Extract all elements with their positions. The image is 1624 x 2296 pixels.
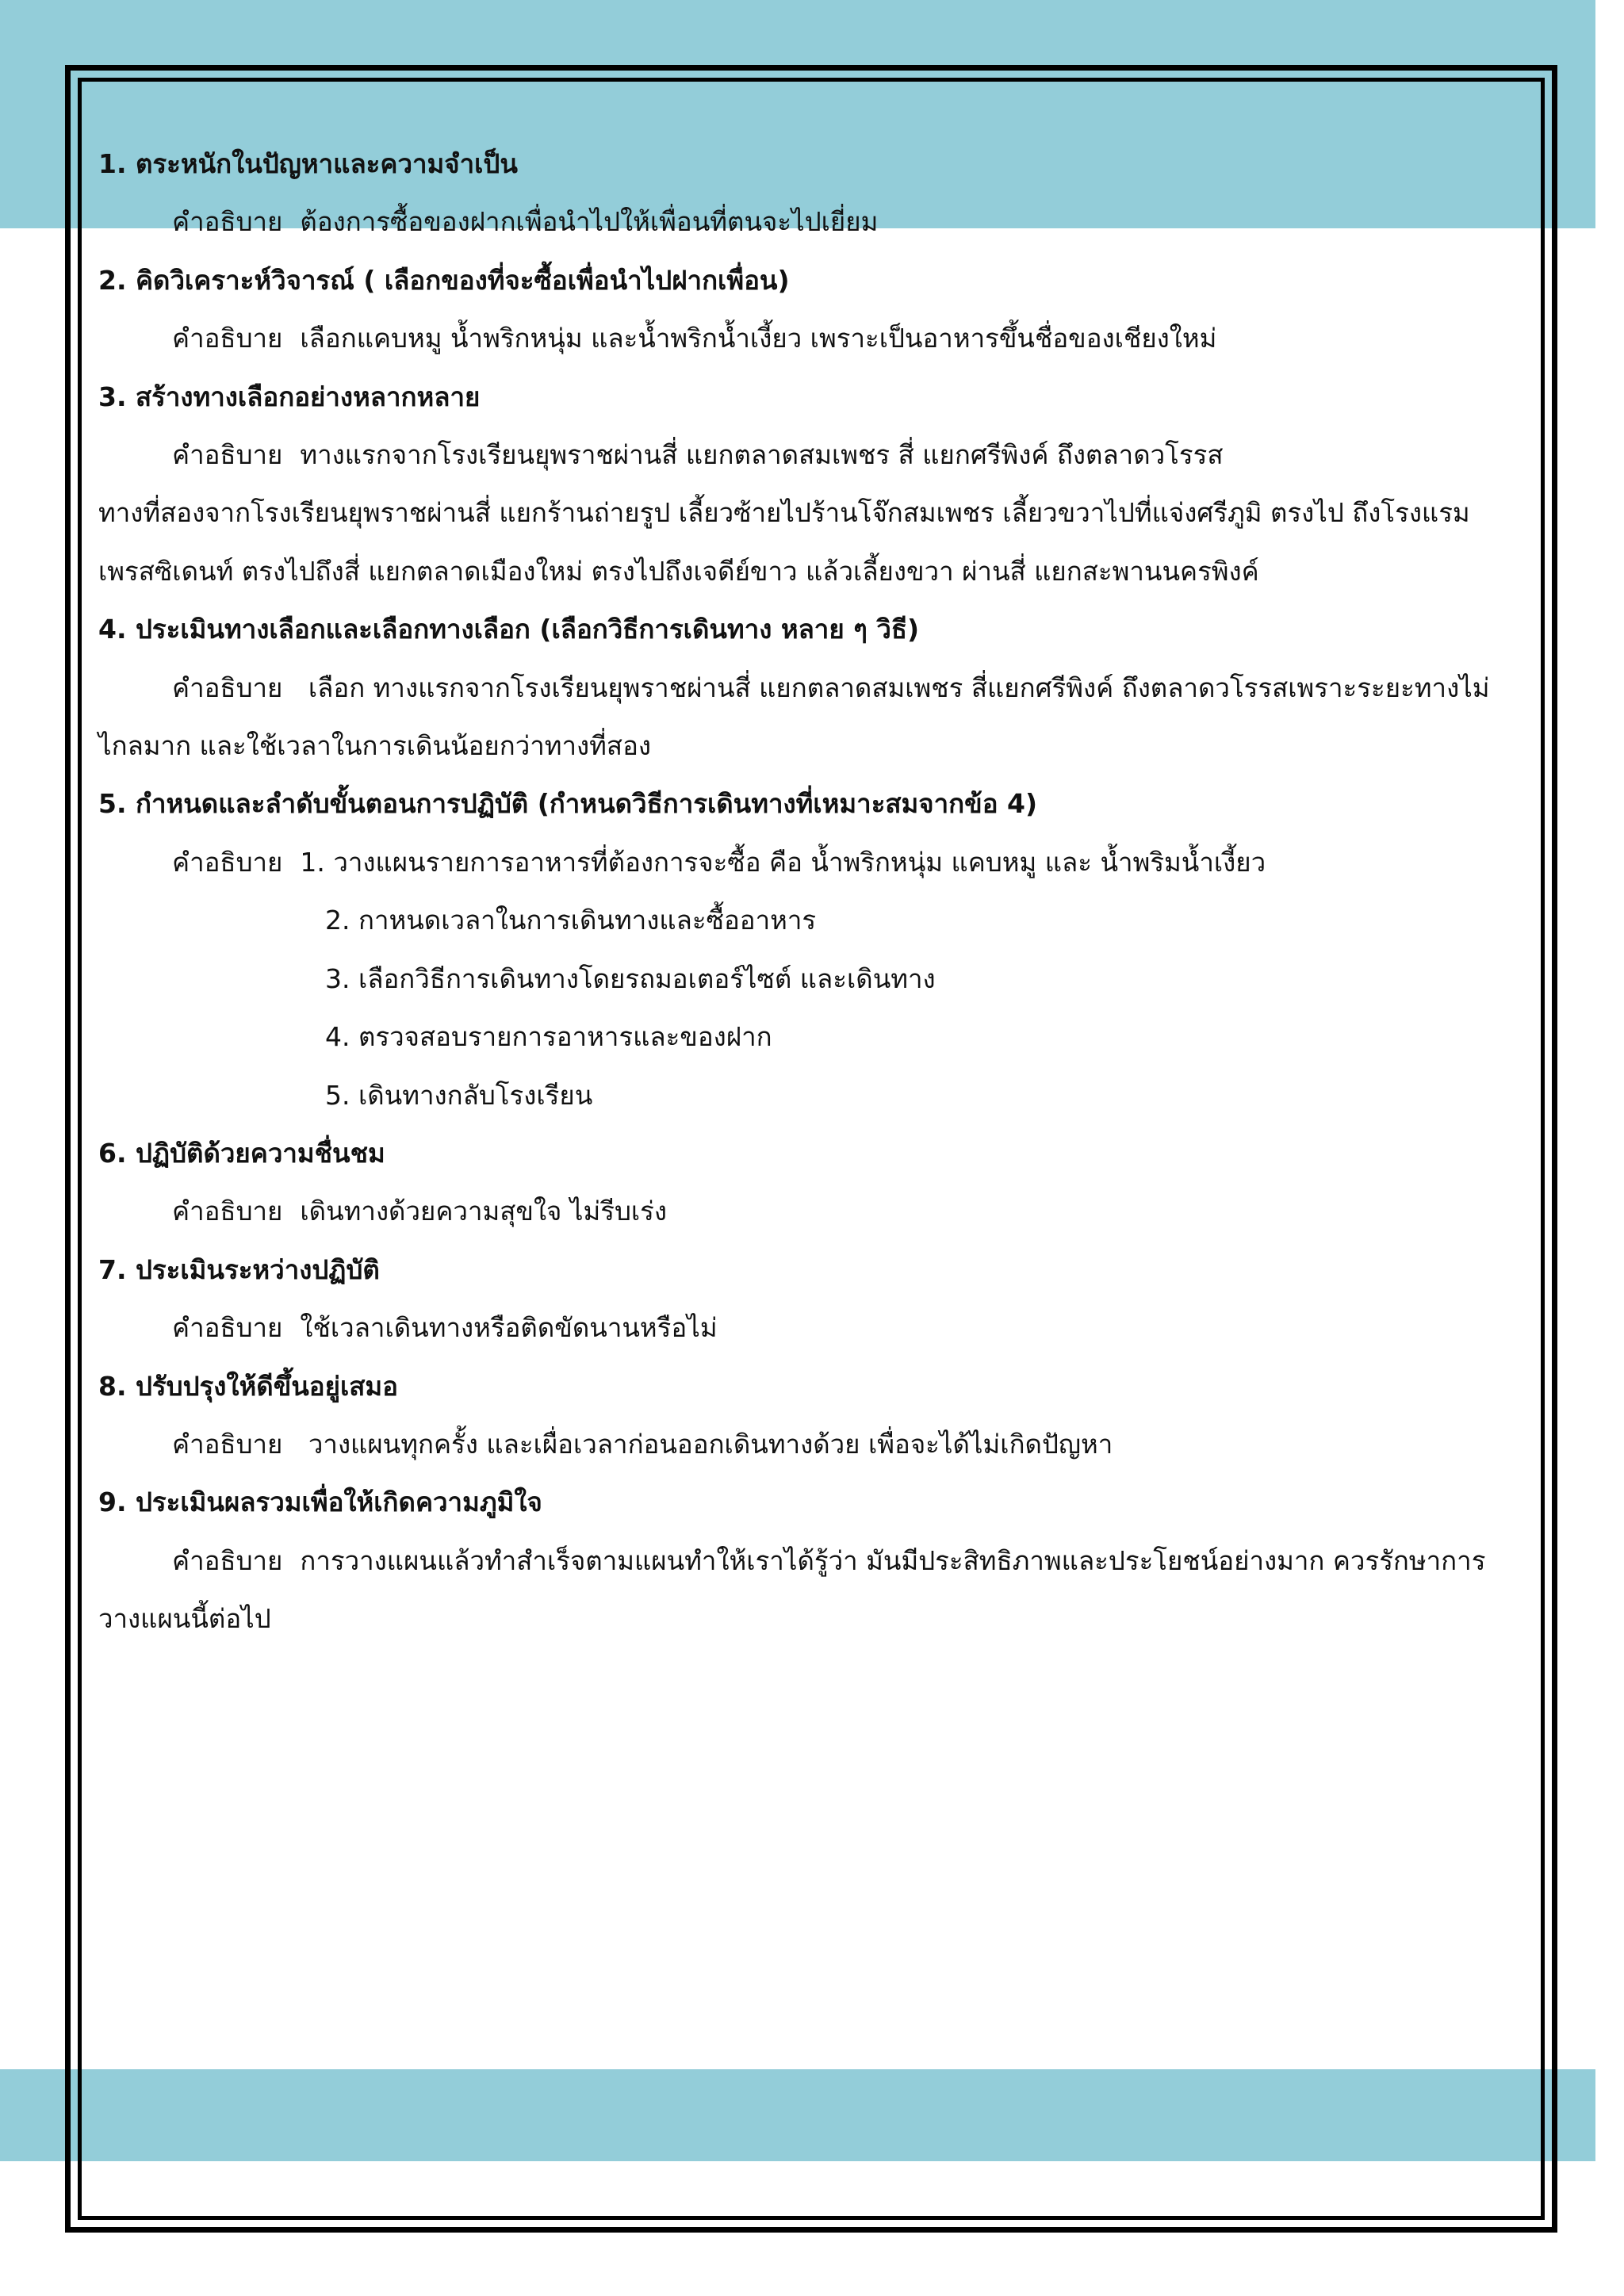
description-text: เลือก ทางแรกจากโรงเรียนยุพราชผ่านสี่ แยกตลาดสมเพชร สี่แยกศรีพิงค์ ถึงตลาดวโรรสเพราะระยะทางไม่	[300, 672, 1490, 703]
description-text: เลือกแคบหมู น้ำพริกหนุ่ม และน้ำพริกน้ำเงี้ยว เพราะเป็นอาหารขึ้นชื่อของเชียงใหม่	[300, 323, 1217, 354]
procedure-step: 4. ตรวจสอบรายการอาหารและของฝาก	[325, 1021, 772, 1053]
description-label: คำอธิบาย	[172, 439, 283, 471]
description-label: คำอธิบาย	[172, 206, 283, 238]
description-continuation: ทางที่สองจากโรงเรียนยุพราชผ่านสี่ แยกร้านถ่ายรูป เลี้ยวซ้ายไปร้านโจ๊กสมเพชร เลี้ยวขวาไปที่แจ่งศรีภูมิ ตรงไป ถึงโรงแรม	[98, 497, 1470, 529]
description-continuation: ไกลมาก และใช้เวลาในการเดินน้อยกว่าทางที่สอง	[98, 730, 651, 762]
description-text: เดินทางด้วยความสุขใจ ไม่รีบเร่ง	[300, 1196, 668, 1227]
section-description	[98, 1532, 1526, 1590]
section-heading: 1. ตระหนักในปัญหาและความจำเป็น	[98, 148, 518, 179]
description-text: ต้องการซื้อของฝากเพื่อนำไปให้เพื่อนที่ตนจะไปเยี่ยม	[300, 206, 879, 238]
section-description	[98, 1299, 1526, 1357]
section-heading: 4. ประเมินทางเลือกและเลือกทางเลือก (เลือกวิธีการเดินทาง หลาย ๆ วิธี)	[98, 614, 920, 645]
procedure-step: 5. เดินทางกลับโรงเรียน	[325, 1079, 593, 1111]
description-label: คำอธิบาย	[172, 1544, 283, 1576]
section-heading: 3. สร้างทางเลือกอย่างหลากหลาย	[98, 381, 481, 412]
section-heading: 9. ประเมินผลรวมเพื่อให้เกิดความภูมิใจ	[98, 1487, 542, 1518]
description-text: 1. วางแผนรายการอาหารที่ต้องการจะซื้อ คือ น้ำพริกหนุ่ม แคบหมู และ น้ำพริมน้ำเงี้ยว	[300, 846, 1266, 878]
document-body	[98, 135, 1526, 1648]
procedure-step: 2. กาหนดเวลาในการเดินทางและซื้ออาหาร	[325, 905, 817, 936]
section-heading: 2. คิดวิเคราะห์วิจารณ์ ( เลือกของที่จะซื้อเพื่อนำไปฝากเพื่อน)	[98, 264, 790, 296]
section-description	[98, 426, 1526, 484]
section-description	[98, 193, 1526, 251]
description-text: ทางแรกจากโรงเรียนยุพราชผ่านสี่ แยกตลาดสมเพชร สี่ แยกศรีพิงค์ ถึงตลาดวโรรส	[300, 439, 1224, 471]
procedure-step: 3. เลือกวิธีการเดินทางโดยรถมอเตอร์ไซต์ และเดินทาง	[325, 962, 936, 994]
description-label: คำอธิบาย	[172, 672, 283, 703]
description-text: ใช้เวลาเดินทางหรือติดขัดนานหรือไม่	[300, 1312, 718, 1344]
description-continuation: วางแผนนี้ต่อไป	[98, 1603, 271, 1635]
description-text: การวางแผนแล้วทำสำเร็จตามแผนทำให้เราได้รู้ว่า มันมีประสิทธิภาพและประโยชน์อย่างมาก ควรรักษาการ	[300, 1544, 1486, 1576]
section-heading: 5. กำหนดและลำดับขั้นตอนการปฏิบัติ (กำหนดวิธีการเดินทางที่เหมาะสมจากข้อ 4)	[98, 788, 1038, 820]
section-heading: 6. ปฏิบัติด้วยความชื่นชม	[98, 1137, 385, 1169]
section-heading: 7. ประเมินระหว่างปฏิบัติ	[98, 1253, 380, 1285]
description-text: วางแผนทุกครั้ง และเผื่อเวลาก่อนออกเดินทางด้วย เพื่อจะได้ไม่เกิดปัญหา	[300, 1428, 1113, 1460]
description-label: คำอธิบาย	[172, 1312, 283, 1344]
section-description	[98, 1182, 1526, 1240]
section-description	[98, 659, 1526, 717]
section-description	[98, 1415, 1526, 1473]
description-label: คำอธิบาย	[172, 1428, 283, 1460]
description-continuation: เพรสซิเดนท์ ตรงไปถึงสี่ แยกตลาดเมืองใหม่ ตรงไปถึงเจดีย์ขาว แล้วเลี้ยงขวา ผ่านสี่ แยกสะพานนครพิงค์	[98, 555, 1259, 587]
description-label: คำอธิบาย	[172, 1196, 283, 1227]
description-label: คำอธิบาย	[172, 323, 283, 354]
section-description	[98, 309, 1526, 367]
section-heading: 8. ปรับปรุงให้ดีขึ้นอยู่เสมอ	[98, 1370, 398, 1402]
section-description	[98, 833, 1526, 891]
description-label: คำอธิบาย	[172, 846, 283, 878]
